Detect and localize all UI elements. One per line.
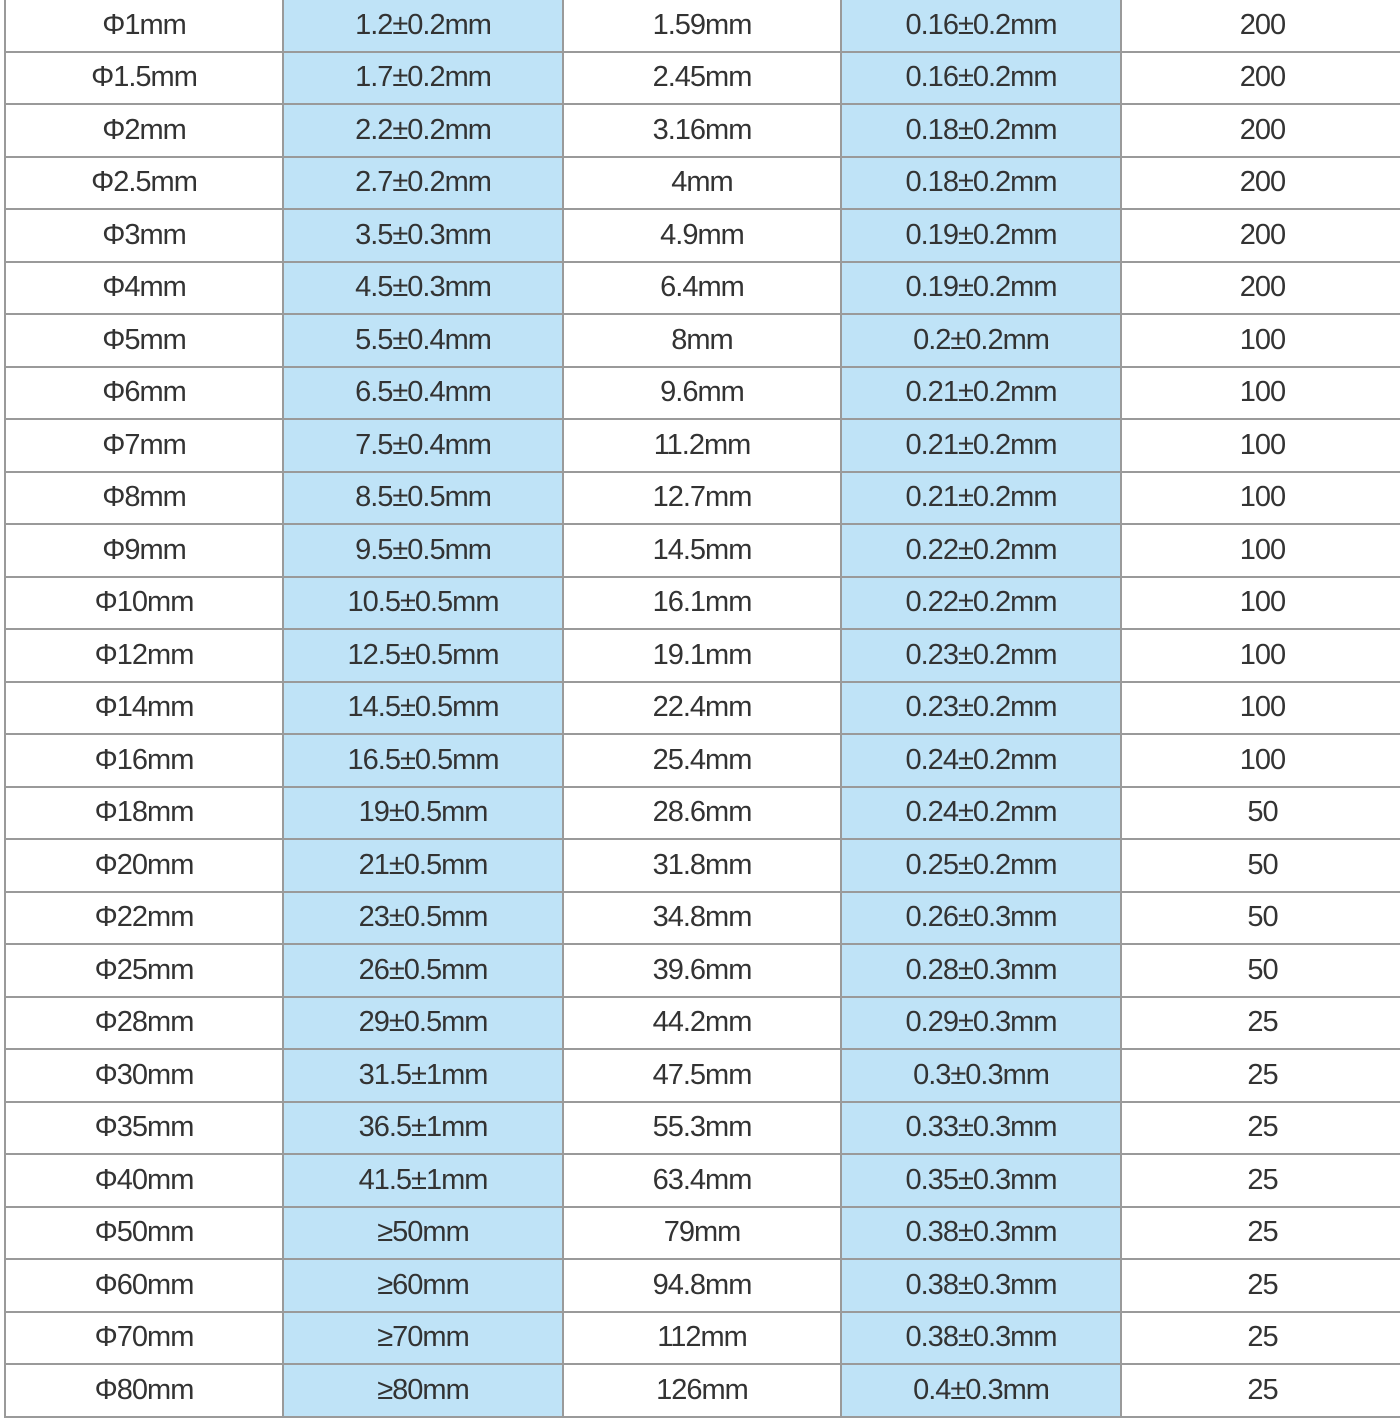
flat-width-cell: 47.5mm <box>563 1049 841 1102</box>
inner-diameter-cell: 12.5±0.5mm <box>283 629 563 682</box>
inner-diameter-cell: 6.5±0.4mm <box>283 367 563 420</box>
quantity-cell: 100 <box>1121 367 1400 420</box>
quantity-cell: 200 <box>1121 52 1400 105</box>
wall-thickness-cell: 0.28±0.3mm <box>841 944 1121 997</box>
diameter-cell: Φ25mm <box>5 944 283 997</box>
flat-width-cell: 8mm <box>563 314 841 367</box>
flat-width-cell: 25.4mm <box>563 734 841 787</box>
diameter-cell: Φ9mm <box>5 524 283 577</box>
diameter-cell: Φ16mm <box>5 734 283 787</box>
inner-diameter-cell: 14.5±0.5mm <box>283 682 563 735</box>
wall-thickness-cell: 0.3±0.3mm <box>841 1049 1121 1102</box>
diameter-cell: Φ3mm <box>5 209 283 262</box>
flat-width-cell: 126mm <box>563 1364 841 1417</box>
table-row <box>5 839 1400 892</box>
inner-diameter-cell: 21±0.5mm <box>283 839 563 892</box>
wall-thickness-cell: 0.19±0.2mm <box>841 262 1121 315</box>
wall-thickness-cell: 0.24±0.2mm <box>841 787 1121 840</box>
wall-thickness-cell: 0.38±0.3mm <box>841 1207 1121 1260</box>
quantity-cell: 100 <box>1121 682 1400 735</box>
diameter-cell: Φ12mm <box>5 629 283 682</box>
table-row <box>5 892 1400 945</box>
quantity-cell: 100 <box>1121 472 1400 525</box>
diameter-cell: Φ4mm <box>5 262 283 315</box>
inner-diameter-cell: 2.7±0.2mm <box>283 157 563 210</box>
inner-diameter-cell: 31.5±1mm <box>283 1049 563 1102</box>
wall-thickness-cell: 0.16±0.2mm <box>841 52 1121 105</box>
diameter-cell: Φ70mm <box>5 1312 283 1365</box>
inner-diameter-cell: 1.2±0.2mm <box>283 0 563 52</box>
flat-width-cell: 79mm <box>563 1207 841 1260</box>
inner-diameter-cell: 36.5±1mm <box>283 1102 563 1155</box>
table-row <box>5 314 1400 367</box>
wall-thickness-cell: 0.35±0.3mm <box>841 1154 1121 1207</box>
flat-width-cell: 9.6mm <box>563 367 841 420</box>
wall-thickness-cell: 0.29±0.3mm <box>841 997 1121 1050</box>
quantity-cell: 50 <box>1121 787 1400 840</box>
table-row <box>5 262 1400 315</box>
table-row <box>5 1102 1400 1155</box>
wall-thickness-cell: 0.23±0.2mm <box>841 629 1121 682</box>
inner-diameter-cell: 1.7±0.2mm <box>283 52 563 105</box>
flat-width-cell: 11.2mm <box>563 419 841 472</box>
flat-width-cell: 14.5mm <box>563 524 841 577</box>
quantity-cell: 50 <box>1121 839 1400 892</box>
quantity-cell: 100 <box>1121 629 1400 682</box>
quantity-cell: 25 <box>1121 1312 1400 1365</box>
table-row <box>5 734 1400 787</box>
quantity-cell: 100 <box>1121 314 1400 367</box>
diameter-cell: Φ28mm <box>5 997 283 1050</box>
diameter-cell: Φ1.5mm <box>5 52 283 105</box>
spec-table-body <box>5 0 1400 1417</box>
table-row <box>5 629 1400 682</box>
wall-thickness-cell: 0.23±0.2mm <box>841 682 1121 735</box>
quantity-cell: 50 <box>1121 944 1400 997</box>
table-row <box>5 787 1400 840</box>
quantity-cell: 25 <box>1121 997 1400 1050</box>
wall-thickness-cell: 0.21±0.2mm <box>841 419 1121 472</box>
inner-diameter-cell: 10.5±0.5mm <box>283 577 563 630</box>
flat-width-cell: 4.9mm <box>563 209 841 262</box>
quantity-cell: 25 <box>1121 1049 1400 1102</box>
diameter-cell: Φ18mm <box>5 787 283 840</box>
diameter-cell: Φ60mm <box>5 1259 283 1312</box>
wall-thickness-cell: 0.19±0.2mm <box>841 209 1121 262</box>
flat-width-cell: 63.4mm <box>563 1154 841 1207</box>
diameter-cell: Φ7mm <box>5 419 283 472</box>
diameter-cell: Φ80mm <box>5 1364 283 1417</box>
diameter-cell: Φ22mm <box>5 892 283 945</box>
quantity-cell: 100 <box>1121 419 1400 472</box>
diameter-cell: Φ50mm <box>5 1207 283 1260</box>
wall-thickness-cell: 0.33±0.3mm <box>841 1102 1121 1155</box>
table-row <box>5 1049 1400 1102</box>
quantity-cell: 25 <box>1121 1259 1400 1312</box>
flat-width-cell: 16.1mm <box>563 577 841 630</box>
wall-thickness-cell: 0.25±0.2mm <box>841 839 1121 892</box>
flat-width-cell: 31.8mm <box>563 839 841 892</box>
flat-width-cell: 1.59mm <box>563 0 841 52</box>
quantity-cell: 200 <box>1121 0 1400 52</box>
diameter-cell: Φ35mm <box>5 1102 283 1155</box>
inner-diameter-cell: 19±0.5mm <box>283 787 563 840</box>
flat-width-cell: 6.4mm <box>563 262 841 315</box>
wall-thickness-cell: 0.22±0.2mm <box>841 577 1121 630</box>
wall-thickness-cell: 0.38±0.3mm <box>841 1259 1121 1312</box>
table-row <box>5 157 1400 210</box>
table-row <box>5 577 1400 630</box>
inner-diameter-cell: 2.2±0.2mm <box>283 104 563 157</box>
inner-diameter-cell: ≥70mm <box>283 1312 563 1365</box>
diameter-cell: Φ6mm <box>5 367 283 420</box>
inner-diameter-cell: 16.5±0.5mm <box>283 734 563 787</box>
flat-width-cell: 19.1mm <box>563 629 841 682</box>
table-row <box>5 682 1400 735</box>
wall-thickness-cell: 0.38±0.3mm <box>841 1312 1121 1365</box>
inner-diameter-cell: ≥60mm <box>283 1259 563 1312</box>
table-row <box>5 1364 1400 1417</box>
wall-thickness-cell: 0.21±0.2mm <box>841 472 1121 525</box>
table-row <box>5 52 1400 105</box>
quantity-cell: 100 <box>1121 734 1400 787</box>
flat-width-cell: 55.3mm <box>563 1102 841 1155</box>
wall-thickness-cell: 0.18±0.2mm <box>841 157 1121 210</box>
wall-thickness-cell: 0.2±0.2mm <box>841 314 1121 367</box>
table-row <box>5 1312 1400 1365</box>
diameter-cell: Φ20mm <box>5 839 283 892</box>
table-row <box>5 997 1400 1050</box>
quantity-cell: 25 <box>1121 1102 1400 1155</box>
diameter-cell: Φ8mm <box>5 472 283 525</box>
inner-diameter-cell: 4.5±0.3mm <box>283 262 563 315</box>
diameter-cell: Φ2.5mm <box>5 157 283 210</box>
inner-diameter-cell: 9.5±0.5mm <box>283 524 563 577</box>
table-row <box>5 1259 1400 1312</box>
flat-width-cell: 44.2mm <box>563 997 841 1050</box>
inner-diameter-cell: ≥50mm <box>283 1207 563 1260</box>
flat-width-cell: 4mm <box>563 157 841 210</box>
table-row <box>5 1154 1400 1207</box>
inner-diameter-cell: 5.5±0.4mm <box>283 314 563 367</box>
inner-diameter-cell: 3.5±0.3mm <box>283 209 563 262</box>
table-row <box>5 524 1400 577</box>
table-row <box>5 472 1400 525</box>
wall-thickness-cell: 0.4±0.3mm <box>841 1364 1121 1417</box>
diameter-cell: Φ1mm <box>5 0 283 52</box>
quantity-cell: 25 <box>1121 1207 1400 1260</box>
table-row <box>5 0 1400 52</box>
quantity-cell: 100 <box>1121 524 1400 577</box>
flat-width-cell: 28.6mm <box>563 787 841 840</box>
flat-width-cell: 112mm <box>563 1312 841 1365</box>
table-row <box>5 944 1400 997</box>
wall-thickness-cell: 0.18±0.2mm <box>841 104 1121 157</box>
diameter-cell: Φ2mm <box>5 104 283 157</box>
flat-width-cell: 94.8mm <box>563 1259 841 1312</box>
flat-width-cell: 34.8mm <box>563 892 841 945</box>
flat-width-cell: 12.7mm <box>563 472 841 525</box>
quantity-cell: 200 <box>1121 262 1400 315</box>
table-row <box>5 1207 1400 1260</box>
inner-diameter-cell: 7.5±0.4mm <box>283 419 563 472</box>
flat-width-cell: 22.4mm <box>563 682 841 735</box>
quantity-cell: 25 <box>1121 1154 1400 1207</box>
inner-diameter-cell: 8.5±0.5mm <box>283 472 563 525</box>
table-row <box>5 419 1400 472</box>
wall-thickness-cell: 0.21±0.2mm <box>841 367 1121 420</box>
wall-thickness-cell: 0.26±0.3mm <box>841 892 1121 945</box>
table-row <box>5 209 1400 262</box>
flat-width-cell: 2.45mm <box>563 52 841 105</box>
spec-table <box>4 0 1400 1418</box>
diameter-cell: Φ10mm <box>5 577 283 630</box>
quantity-cell: 25 <box>1121 1364 1400 1417</box>
wall-thickness-cell: 0.22±0.2mm <box>841 524 1121 577</box>
inner-diameter-cell: ≥80mm <box>283 1364 563 1417</box>
inner-diameter-cell: 29±0.5mm <box>283 997 563 1050</box>
inner-diameter-cell: 41.5±1mm <box>283 1154 563 1207</box>
diameter-cell: Φ14mm <box>5 682 283 735</box>
diameter-cell: Φ40mm <box>5 1154 283 1207</box>
quantity-cell: 200 <box>1121 157 1400 210</box>
diameter-cell: Φ5mm <box>5 314 283 367</box>
diameter-cell: Φ30mm <box>5 1049 283 1102</box>
quantity-cell: 200 <box>1121 209 1400 262</box>
flat-width-cell: 3.16mm <box>563 104 841 157</box>
table-row <box>5 367 1400 420</box>
wall-thickness-cell: 0.24±0.2mm <box>841 734 1121 787</box>
quantity-cell: 100 <box>1121 577 1400 630</box>
table-row <box>5 104 1400 157</box>
quantity-cell: 200 <box>1121 104 1400 157</box>
quantity-cell: 50 <box>1121 892 1400 945</box>
wall-thickness-cell: 0.16±0.2mm <box>841 0 1121 52</box>
flat-width-cell: 39.6mm <box>563 944 841 997</box>
spec-table-container <box>4 0 1400 1418</box>
inner-diameter-cell: 26±0.5mm <box>283 944 563 997</box>
inner-diameter-cell: 23±0.5mm <box>283 892 563 945</box>
